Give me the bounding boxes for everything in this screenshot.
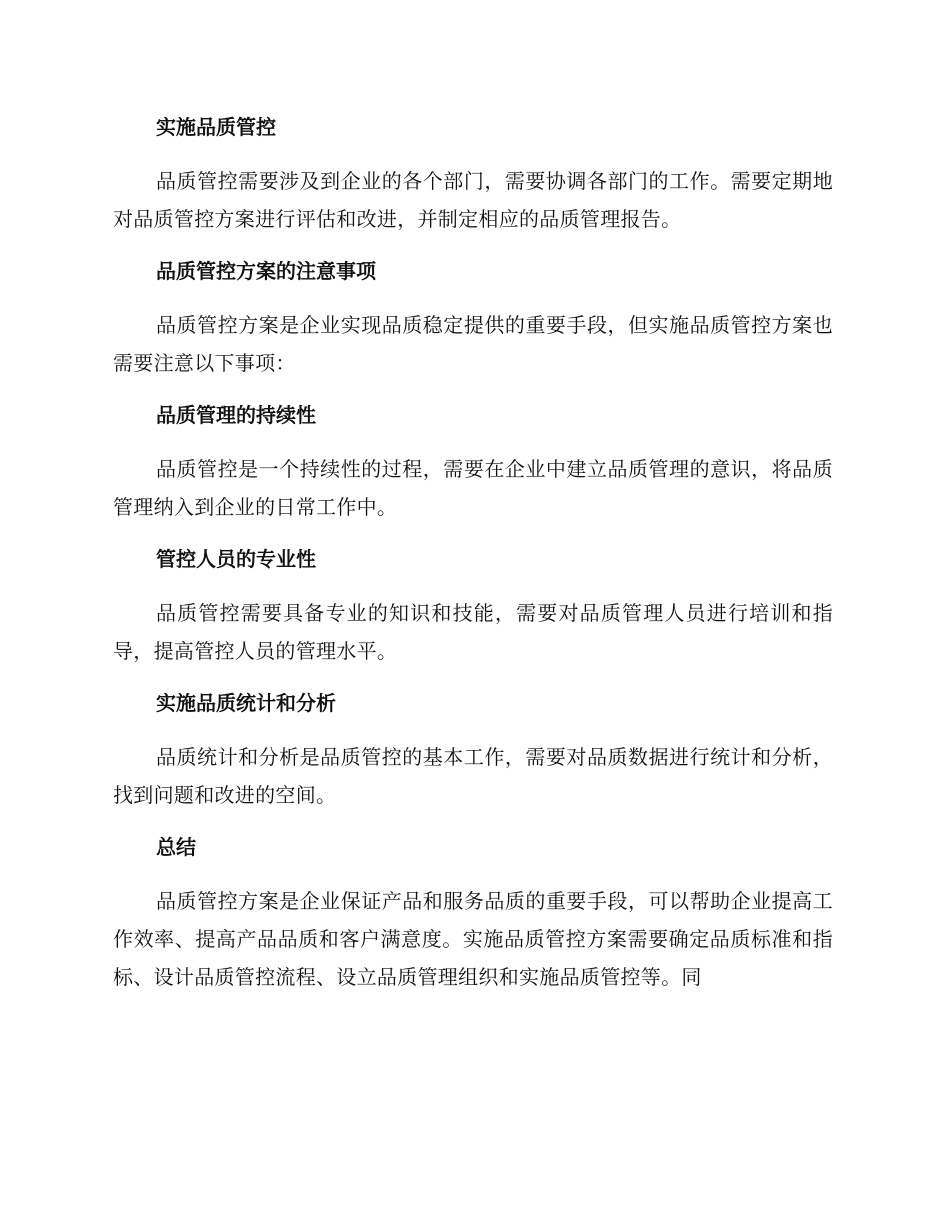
section-paragraph: 品质管控方案是企业实现品质稳定提供的重要手段，但实施品质管控方案也需要注意以下事项： xyxy=(113,313,833,375)
section-paragraph: 品质统计和分析是品质管控的基本工作，需要对品质数据进行统计和分析，找到问题和改进的空间。 xyxy=(113,745,833,807)
section-heading: 品质管控方案的注意事项 xyxy=(156,259,376,283)
section-heading: 管控人员的专业性 xyxy=(156,547,316,571)
document-page xyxy=(113,108,833,996)
section-heading: 品质管理的持续性 xyxy=(156,403,316,427)
section-paragraph: 品质管控方案是企业保证产品和服务品质的重要手段，可以帮助企业提高工作效率、提高产品品质和客户满意度。实施品质管控方案需要确定品质标准和指标、设计品质管控流程、设立品质管理组织和实施品质管控等。同 xyxy=(113,889,833,989)
section-paragraph: 品质管控是一个持续性的过程，需要在企业中建立品质管理的意识，将品质管理纳入到企业的日常工作中。 xyxy=(113,457,833,519)
section-heading: 实施品质管控 xyxy=(156,115,276,139)
section-heading: 实施品质统计和分析 xyxy=(156,691,336,715)
section-heading: 总结 xyxy=(156,835,196,859)
section-paragraph: 品质管控需要具备专业的知识和技能，需要对品质管理人员进行培训和指导，提高管控人员的管理水平。 xyxy=(113,601,833,663)
section-paragraph: 品质管控需要涉及到企业的各个部门，需要协调各部门的工作。需要定期地对品质管控方案进行评估和改进，并制定相应的品质管理报告。 xyxy=(113,169,833,231)
